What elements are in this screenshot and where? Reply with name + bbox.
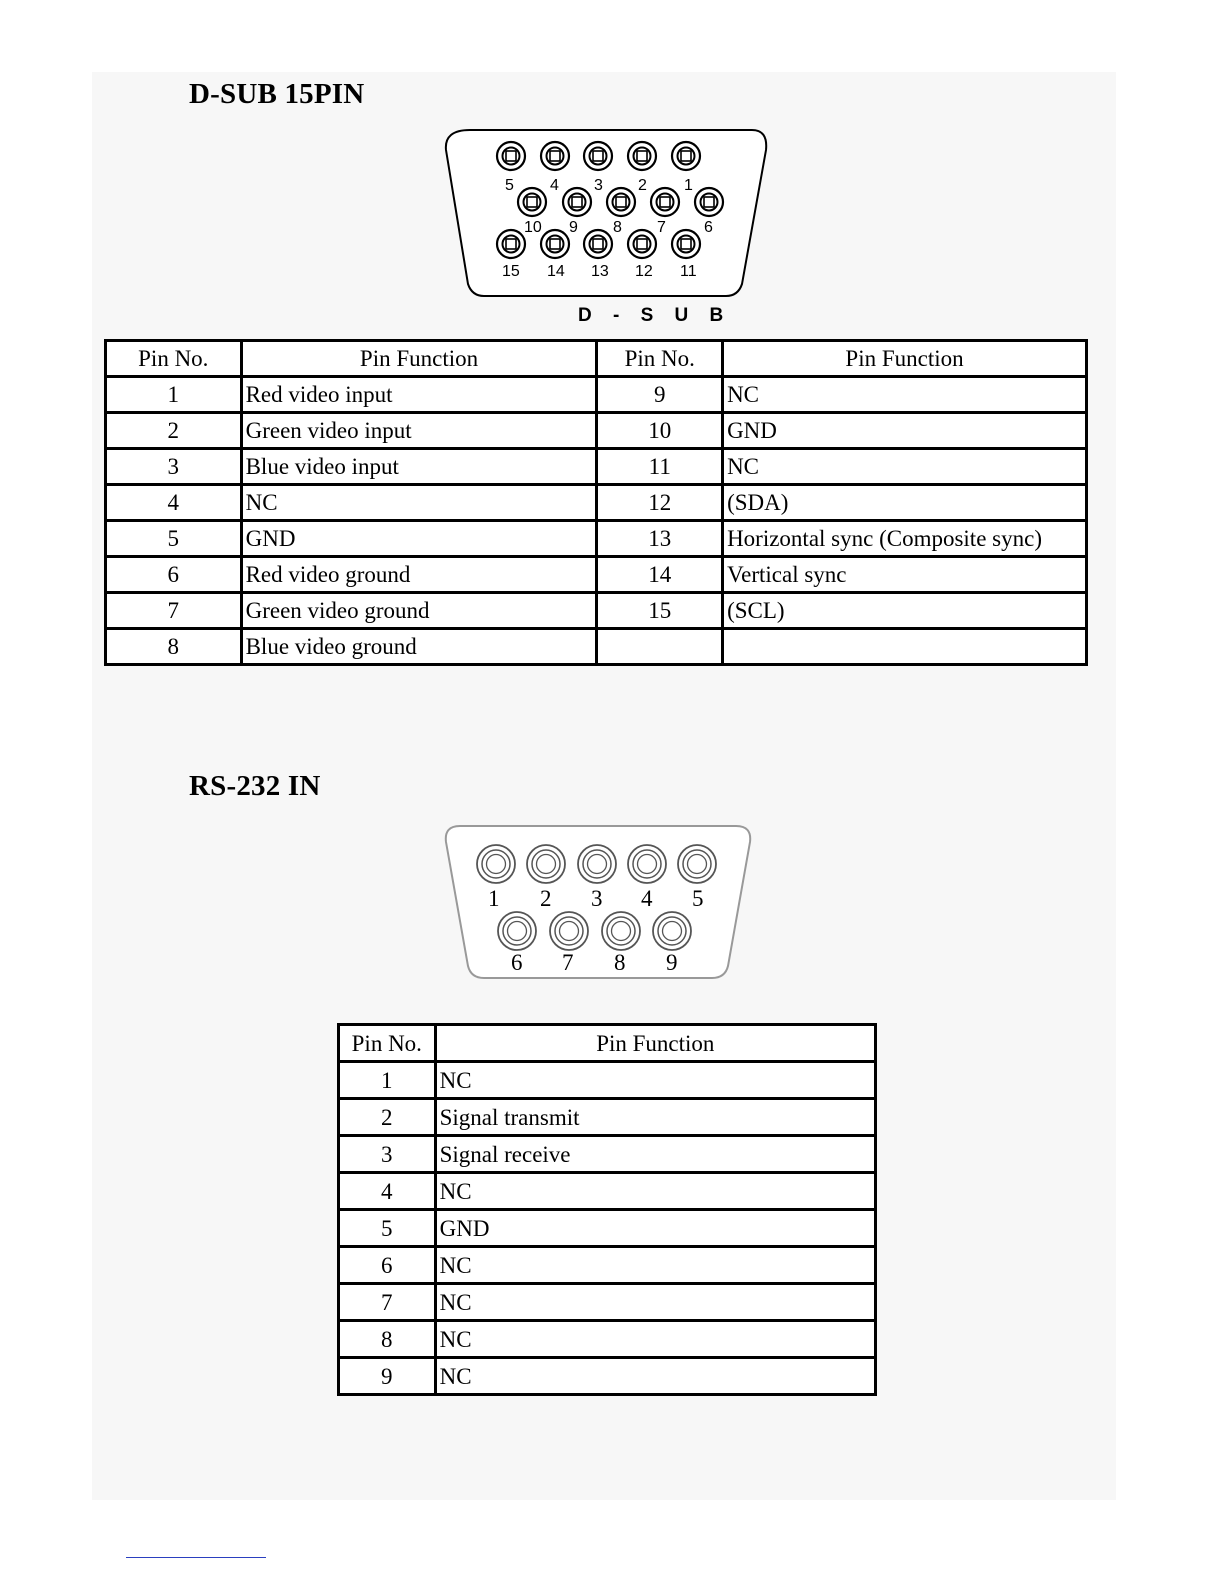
pin-number-cell: 3 [106,449,242,485]
dsub-pin [628,230,656,258]
pin-function-cell: NC [435,1062,875,1099]
pin-number-cell: 9 [597,377,723,413]
dsub-pin [672,230,700,258]
dsub-pin-label: 11 [680,263,697,280]
pin-function-cell: Blue video ground [241,629,597,665]
pin-number-cell: 13 [597,521,723,557]
rs232-section-title: RS-232 IN [189,770,321,802]
dsub-pin-label: 7 [657,219,666,236]
header-pin-no: Pin No. [339,1025,436,1062]
pin-function-cell: NC [435,1284,875,1321]
dsub-pin [497,230,525,258]
table-row [339,1099,876,1136]
pin-function-cell: Red video ground [241,557,597,593]
pin-number-cell: 5 [106,521,242,557]
pin-function-cell: (SCL) [723,593,1087,629]
table-row [339,1358,876,1395]
rs232-pin-label: 2 [540,886,552,911]
header-pin-no: Pin No. [106,341,242,377]
dsub-connector-caption: D - S U B [578,305,732,326]
rs232-pin-label: 8 [614,950,626,975]
pin-number-cell: 15 [597,593,723,629]
rs232-pin-label: 5 [692,886,704,911]
dsub-pin [672,142,700,170]
dsub-pin-label: 3 [594,177,603,194]
dsub-pin-label: 10 [524,219,542,236]
table-row [106,377,1087,413]
pin-function-cell: NC [435,1358,875,1395]
pin-number-cell: 3 [339,1136,436,1173]
pin-number-cell: 5 [339,1210,436,1247]
pin-number-cell: 4 [339,1173,436,1210]
pin-number-cell: 1 [339,1062,436,1099]
dsub-pin-label: 9 [569,219,578,236]
pin-function-cell: Red video input [241,377,597,413]
rs232-pin [477,845,515,883]
table-row [339,1136,876,1173]
pin-function-cell: Green video ground [241,593,597,629]
pin-function-cell: Horizontal sync (Composite sync) [723,521,1087,557]
dsub-pin-label: 13 [591,263,609,280]
pin-function-cell: NC [723,377,1087,413]
table-row [339,1210,876,1247]
dsub-pin [518,188,546,216]
table-row [106,593,1087,629]
rs232-pin [578,845,616,883]
table-row [106,413,1087,449]
rs232-9pin-connector-diagram [440,820,760,985]
table-row [339,1321,876,1358]
pin-function-cell [723,629,1087,665]
pin-number-cell: 11 [597,449,723,485]
rs232-pin [602,912,640,950]
dsub-pin [497,142,525,170]
rs232-pin [678,845,716,883]
table-row [106,557,1087,593]
pin-number-cell: 7 [106,593,242,629]
pin-number-cell: 7 [339,1284,436,1321]
dsub-pin-label: 1 [684,177,693,194]
dsub-section-title: D-SUB 15PIN [189,78,365,110]
rs232-pin-label: 1 [488,886,500,911]
pin-number-cell: 9 [339,1358,436,1395]
pin-number-cell: 6 [106,557,242,593]
rs232-pin [527,845,565,883]
pin-number-cell: 4 [106,485,242,521]
pin-function-cell: NC [435,1173,875,1210]
dsub-pin-label: 4 [550,177,559,194]
table-row [339,1062,876,1099]
table-header-row [106,341,1087,377]
pin-number-cell: 8 [106,629,242,665]
dsub-pin-label: 8 [613,219,622,236]
dsub-pin-label: 15 [502,263,520,280]
pin-function-cell: Green video input [241,413,597,449]
footer-rule [126,1557,266,1558]
dsub-15pin-connector-diagram [440,124,770,334]
table-row [106,449,1087,485]
table-row [106,485,1087,521]
dsub-pin [651,188,679,216]
pin-number-cell: 10 [597,413,723,449]
pin-number-cell: 8 [339,1321,436,1358]
dsub-pin-label: 5 [505,177,514,194]
table-row [106,629,1087,665]
pin-function-cell: (SDA) [723,485,1087,521]
pin-function-cell: GND [723,413,1087,449]
dsub-pin [628,142,656,170]
pin-number-cell: 2 [106,413,242,449]
pin-function-cell: GND [435,1210,875,1247]
dsub-pin-table [104,339,1088,666]
pin-number-cell: 2 [339,1099,436,1136]
rs232-pin-table [337,1023,877,1396]
dsub-pin [584,230,612,258]
pin-function-cell: Signal transmit [435,1099,875,1136]
pin-function-cell: Signal receive [435,1136,875,1173]
header-pin-function: Pin Function [435,1025,875,1062]
table-row [339,1247,876,1284]
pin-function-cell: NC [241,485,597,521]
header-pin-function: Pin Function [241,341,597,377]
dsub-pin-label: 12 [635,263,653,280]
table-header-row [339,1025,876,1062]
dsub-pin [563,188,591,216]
pin-number-cell: 6 [339,1247,436,1284]
rs232-pin-label: 3 [591,886,603,911]
dsub-pin [695,188,723,216]
pin-function-cell: Vertical sync [723,557,1087,593]
pin-function-cell: NC [435,1247,875,1284]
dsub-pin [541,142,569,170]
rs232-pin-label: 4 [641,886,653,911]
rs232-pin [550,912,588,950]
rs232-pin [498,912,536,950]
table-row [339,1173,876,1210]
rs232-pin-label: 7 [562,950,574,975]
pin-number-cell [597,629,723,665]
header-pin-no: Pin No. [597,341,723,377]
dsub-pin [541,230,569,258]
pin-number-cell: 14 [597,557,723,593]
dsub-pin-label: 14 [547,263,565,280]
dsub-pin-label: 2 [638,177,647,194]
header-pin-function: Pin Function [723,341,1087,377]
pin-function-cell: GND [241,521,597,557]
dsub-pin [607,188,635,216]
pin-number-cell: 1 [106,377,242,413]
pin-function-cell: NC [435,1321,875,1358]
rs232-pin [653,912,691,950]
dsub-pin-label: 6 [704,219,713,236]
table-row [106,521,1087,557]
table-row [339,1284,876,1321]
pin-function-cell: NC [723,449,1087,485]
pin-number-cell: 12 [597,485,723,521]
rs232-pin-label: 6 [511,950,523,975]
dsub-pin [584,142,612,170]
rs232-pin-label: 9 [666,950,678,975]
pin-function-cell: Blue video input [241,449,597,485]
rs232-pin [628,845,666,883]
